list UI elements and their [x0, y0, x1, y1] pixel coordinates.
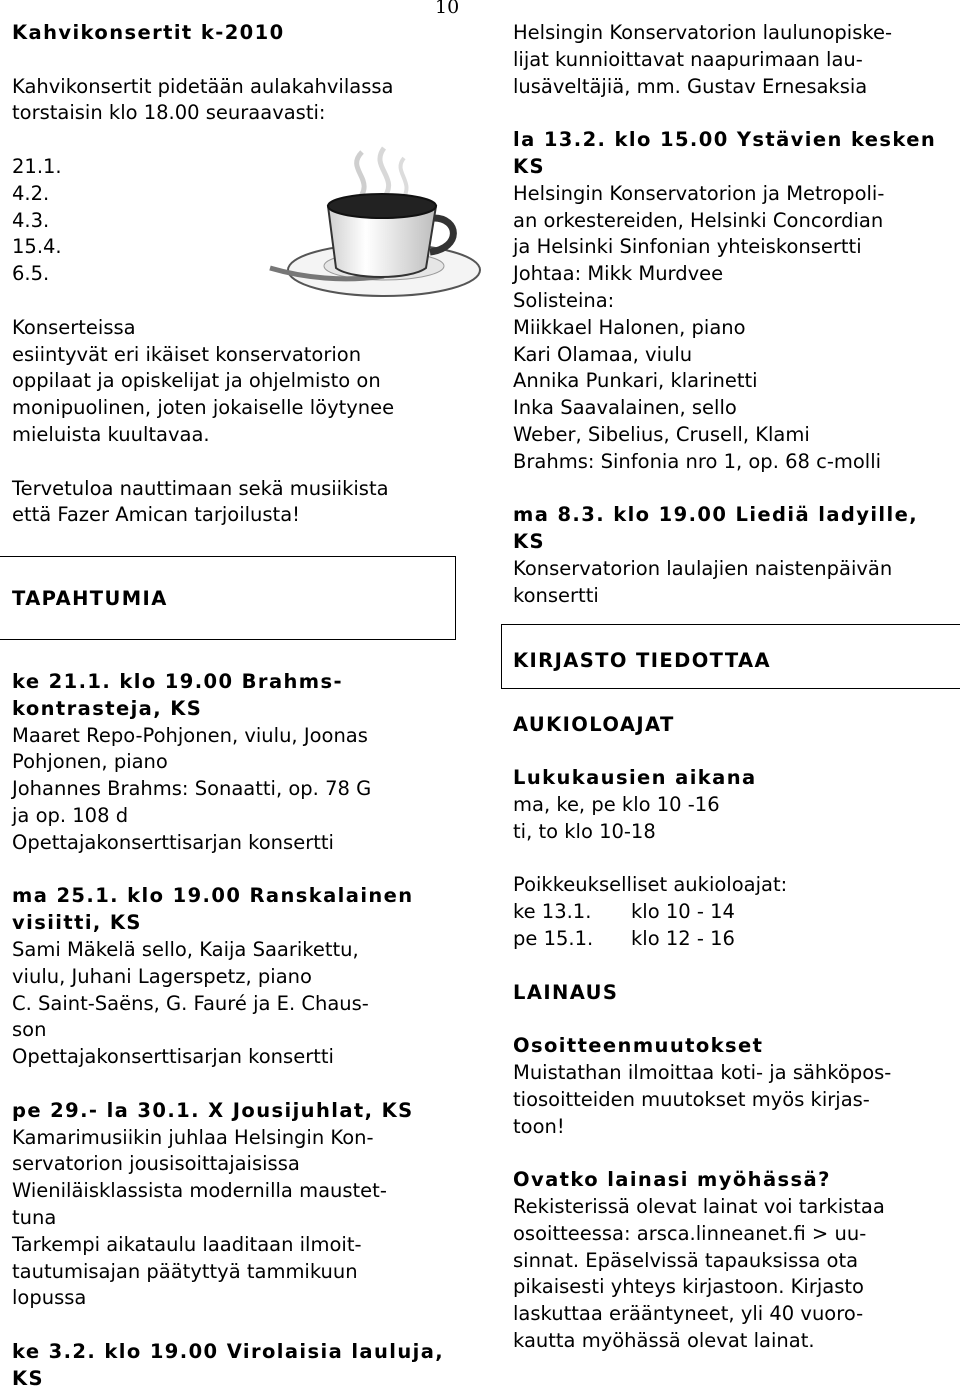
intro-paragraph-line: mieluista kuultavaa. — [12, 422, 210, 446]
event-heading: la 13.2. klo 15.00 Ystävien kesken — [513, 128, 937, 152]
page-number: 10 — [435, 0, 460, 18]
address-change-heading: Osoitteenmuutokset — [513, 1034, 764, 1058]
event-heading: KS — [12, 1366, 44, 1390]
exception-row — [513, 899, 953, 926]
semester-heading: Lukukausien aikana — [513, 766, 757, 790]
event-detail: Brahms: Sinfonia nro 1, op. 68 c-molli — [513, 449, 882, 473]
event-heading: pe 29.- la 30.1. X Jousijuhlat, KS — [12, 1098, 414, 1122]
event-detail: Miikkael Halonen, piano — [513, 315, 746, 339]
events-list-right — [513, 20, 953, 610]
overdue-heading: Ovatko lainasi myöhässä? — [513, 1168, 831, 1192]
hours-line: ti, to klo 10-18 — [513, 819, 656, 843]
event-heading: ke 21.1. klo 19.00 Brahms- — [12, 670, 344, 693]
event-detail: lusäveltäjiä, mm. Gustav Ernesaksia — [513, 74, 868, 98]
overdue-text: sinnat. Epäselvissä tapauksissa ota — [513, 1248, 859, 1272]
event-detail: Pohjonen, piano — [12, 750, 168, 774]
intro-line: Kahvikonsertit pidetään aulakahvilassa — [12, 74, 394, 98]
event-detail: viulu, Juhani Lagerspetz, piano — [12, 964, 312, 988]
event-heading: visiitti, KS — [12, 911, 142, 935]
event-detail: Wieniläisklassista modernilla maustet- — [12, 1179, 387, 1203]
event-heading: ke 3.2. klo 19.00 Virolaisia lauluja, — [12, 1339, 445, 1363]
intro-paragraph-line: esiintyvät eri ikäiset konservatorion — [12, 342, 362, 366]
event-heading: ma 25.1. klo 19.00 Ranskalainen — [12, 884, 414, 908]
event-detail: Johtaa: Mikk Murdvee — [513, 262, 724, 286]
exception-row — [513, 926, 953, 953]
event-detail: an orkestereiden, Helsinki Concordian — [513, 208, 884, 232]
event-detail: Kamarimusiikin juhlaa Helsingin Kon- — [12, 1125, 374, 1149]
event-detail: tautumisajan päätyttyä tammikuun — [12, 1259, 358, 1283]
opening-hours-heading: AUKIOLOAJAT — [513, 712, 675, 736]
concert-date: 15.4. — [12, 235, 62, 259]
event-detail: Johannes Brahms: Sonaatti, op. 78 G — [12, 777, 372, 801]
events-heading: TAPAHTUMIA — [12, 587, 168, 610]
event-detail: Konservatorion laulajien naistenpäivän — [513, 556, 893, 580]
event-detail: Helsingin Konservatorion ja Metropoli- — [513, 181, 885, 205]
intro-paragraph-line: monipuolinen, joten jokaiselle löytynee — [12, 396, 395, 420]
events-heading-box — [0, 556, 456, 640]
event-heading: KS — [513, 154, 545, 178]
events-list-left — [12, 669, 482, 1393]
concert-date: 4.3. — [12, 208, 50, 232]
exception-day: pe 15.1. — [513, 926, 594, 950]
event-heading: kontrasteja, KS — [12, 696, 203, 720]
event-heading: ma 8.3. klo 19.00 Liediä ladyille, — [513, 503, 919, 527]
exception-day: ke 13.1. — [513, 900, 592, 924]
event-detail: Maaret Repo-Pohjonen, viulu, Joonas — [12, 723, 368, 747]
event-detail: servatorion jousisoittajaisissa — [12, 1152, 300, 1176]
coffee-concerts-title: Kahvikonsertit k-2010 — [12, 21, 285, 44]
overdue-text: pikaisesti yhteys kirjastoon. Kirjasto — [513, 1275, 864, 1299]
event-detail: son — [12, 1018, 47, 1042]
library-title: KIRJASTO TIEDOTTAA — [513, 649, 772, 672]
event-detail: ja Helsinki Sinfonian yhteiskonsertti — [513, 235, 862, 259]
overdue-text: laskuttaa erääntyneet, yli 40 vuoro- — [513, 1302, 864, 1326]
exceptions-heading: Poikkeukselliset aukioloajat: — [513, 873, 788, 897]
address-change-text: toon! — [513, 1114, 565, 1138]
intro-paragraph-line: oppilaat ja opiskelijat ja ohjelmisto on — [12, 369, 381, 393]
event-detail: ja op. 108 d — [12, 803, 129, 827]
event-detail: konsertti — [513, 583, 599, 607]
exception-time: klo 10 - 14 — [631, 900, 735, 924]
event-detail: Solisteina: — [513, 288, 615, 312]
overdue-text: osoitteessa: arsca.linneanet.fi > uu- — [513, 1221, 867, 1245]
hours-line: ma, ke, pe klo 10 -16 — [513, 792, 720, 816]
concert-date: 21.1. — [12, 154, 62, 178]
event-detail: lijat kunnioittavat naapurimaan lau- — [513, 47, 863, 71]
exception-time: klo 12 - 16 — [631, 926, 735, 950]
coffee-cup-icon — [244, 140, 484, 310]
concert-date: 6.5. — [12, 262, 50, 286]
lending-heading: LAINAUS — [513, 980, 619, 1004]
overdue-text: Rekisterissä olevat lainat voi tarkistaa — [513, 1194, 885, 1218]
event-detail: Weber, Sibelius, Crusell, Klami — [513, 422, 810, 446]
overdue-text: kautta myöhässä olevat lainat. — [513, 1328, 815, 1352]
event-detail: Inka Saavalainen, sello — [513, 396, 737, 420]
event-detail: Opettajakonserttisarjan konsertti — [12, 830, 334, 854]
concert-date: 4.2. — [12, 181, 50, 205]
library-section — [513, 648, 953, 1355]
event-detail: Sami Mäkelä sello, Kaija Saarikettu, — [12, 937, 359, 961]
event-detail: Helsingin Konservatorion laulunopiske- — [513, 21, 893, 44]
intro-paragraph-line: Konserteissa — [12, 315, 136, 339]
event-detail: Tarkempi aikataulu laaditaan ilmoit- — [12, 1232, 362, 1256]
event-detail: C. Saint-Saëns, G. Fauré ja E. Chaus- — [12, 991, 369, 1015]
address-change-text: tiosoitteiden muutokset myös kirjas- — [513, 1087, 870, 1111]
welcome-line: Tervetuloa nauttimaan sekä musiikista — [12, 476, 389, 500]
welcome-line: että Fazer Amican tarjoilusta! — [12, 503, 300, 527]
event-detail: tuna — [12, 1205, 57, 1229]
event-detail: Opettajakonserttisarjan konsertti — [12, 1045, 334, 1069]
event-detail: Kari Olamaa, viulu — [513, 342, 693, 366]
event-heading: KS — [513, 530, 545, 554]
event-detail: Annika Punkari, klarinetti — [513, 369, 758, 393]
event-detail: lopussa — [12, 1286, 87, 1310]
address-change-text: Muistathan ilmoittaa koti- ja sähköpos- — [513, 1060, 892, 1084]
intro-line: torstaisin klo 18.00 seuraavasti: — [12, 101, 326, 125]
